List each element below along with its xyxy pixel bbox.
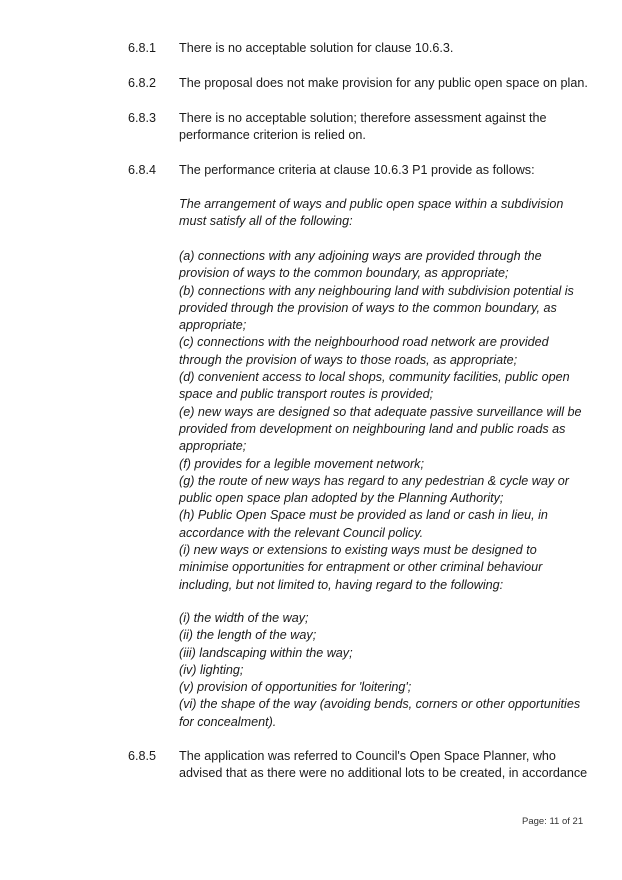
criteria-line: (b) connections with any neighbouring land with subdivision potential is [179, 283, 574, 298]
sub-item-line: (i) the width of the way; [179, 611, 309, 625]
criteria-line: (h) Public Open Space must be provided as land or cash in lieu, in [179, 508, 548, 523]
criteria-line: (g) the route of new ways has regard to any pedestrian & cycle way or [179, 473, 569, 488]
criteria-line: (c) connections with the neighbourhood road network are provided [179, 335, 549, 350]
quote-line: The arrangement of ways and public open space within a subdivision [179, 197, 564, 211]
page-number: Page: 11 of 21 [522, 816, 584, 827]
criteria-line: (f) provides for a legible movement network; [179, 456, 424, 471]
criteria-line: appropriate; [179, 439, 247, 454]
paragraph-number: 6.8.1 [128, 41, 157, 55]
paragraph-text [179, 75, 588, 92]
criteria-line: (e) new ways are designed so that adequate passive surveillance will be [179, 404, 582, 419]
quote-intro [179, 196, 579, 231]
paragraph-text [179, 110, 579, 145]
criteria-line: minimise opportunities for entrapment or other criminal behaviour [179, 560, 543, 575]
text-line: The application was referred to Council's Open Space Planner, who [179, 749, 556, 763]
text-line: There is no acceptable solution for clause 10.6.3. [179, 41, 454, 55]
sub-items-text [179, 610, 579, 731]
criteria-line: through the provision of ways to those roads, as appropriate; [179, 352, 518, 367]
sub-item-line: (v) provision of opportunities for 'loitering'; [179, 680, 412, 695]
criteria-line: including, but not limited to, having regard to the following: [179, 577, 504, 592]
text-line: performance criterion is relied on. [179, 128, 366, 143]
text-line: The proposal does not make provision for any public open space on plan. [179, 76, 588, 90]
paragraph-text [179, 748, 588, 783]
sub-item-line: (ii) the length of the way; [179, 628, 317, 643]
criteria-line: provided from development on neighbouring land and public roads as [179, 421, 566, 436]
criteria-line: provided through the provision of ways to the common boundary, as [179, 300, 557, 315]
criteria-line: provision of ways to the common boundary, as appropriate; [179, 266, 509, 281]
paragraph-number: 6.8.2 [128, 76, 157, 90]
text-line: advised that as there were no additional lots to be created, in accordance [179, 766, 588, 781]
criteria-line: accordance with the relevant Council policy. [179, 525, 424, 540]
text-line: The performance criteria at clause 10.6.3 P1 provide as follows: [179, 163, 535, 177]
criteria-line: public open space plan adopted by the Planning Authority; [179, 491, 504, 506]
criteria-line: (a) connections with any adjoining ways are provided through the [179, 249, 542, 263]
criteria-line: appropriate; [179, 318, 247, 333]
criteria-line: (d) convenient access to local shops, community facilities, public open [179, 370, 570, 385]
criteria-line: space and public transport routes is provided; [179, 387, 434, 402]
sub-item-line: (vi) the shape of the way (avoiding bends, corners or other opportunities [179, 697, 581, 712]
criteria-line: (i) new ways or extensions to existing ways must be designed to [179, 543, 537, 558]
sub-item-line: (iii) landscaping within the way; [179, 645, 353, 660]
paragraph-number: 6.8.4 [128, 163, 157, 177]
text-line: There is no acceptable solution; therefore assessment against the [179, 111, 547, 125]
paragraph-text [179, 40, 579, 57]
paragraph-number: 6.8.3 [128, 111, 157, 125]
quote-line: must satisfy all of the following: [179, 214, 353, 229]
sub-item-line: (iv) lighting; [179, 662, 244, 677]
paragraph-text [179, 162, 579, 179]
sub-item-line: for concealment). [179, 714, 277, 729]
criteria-text [179, 248, 582, 594]
paragraph-number: 6.8.5 [128, 749, 157, 763]
